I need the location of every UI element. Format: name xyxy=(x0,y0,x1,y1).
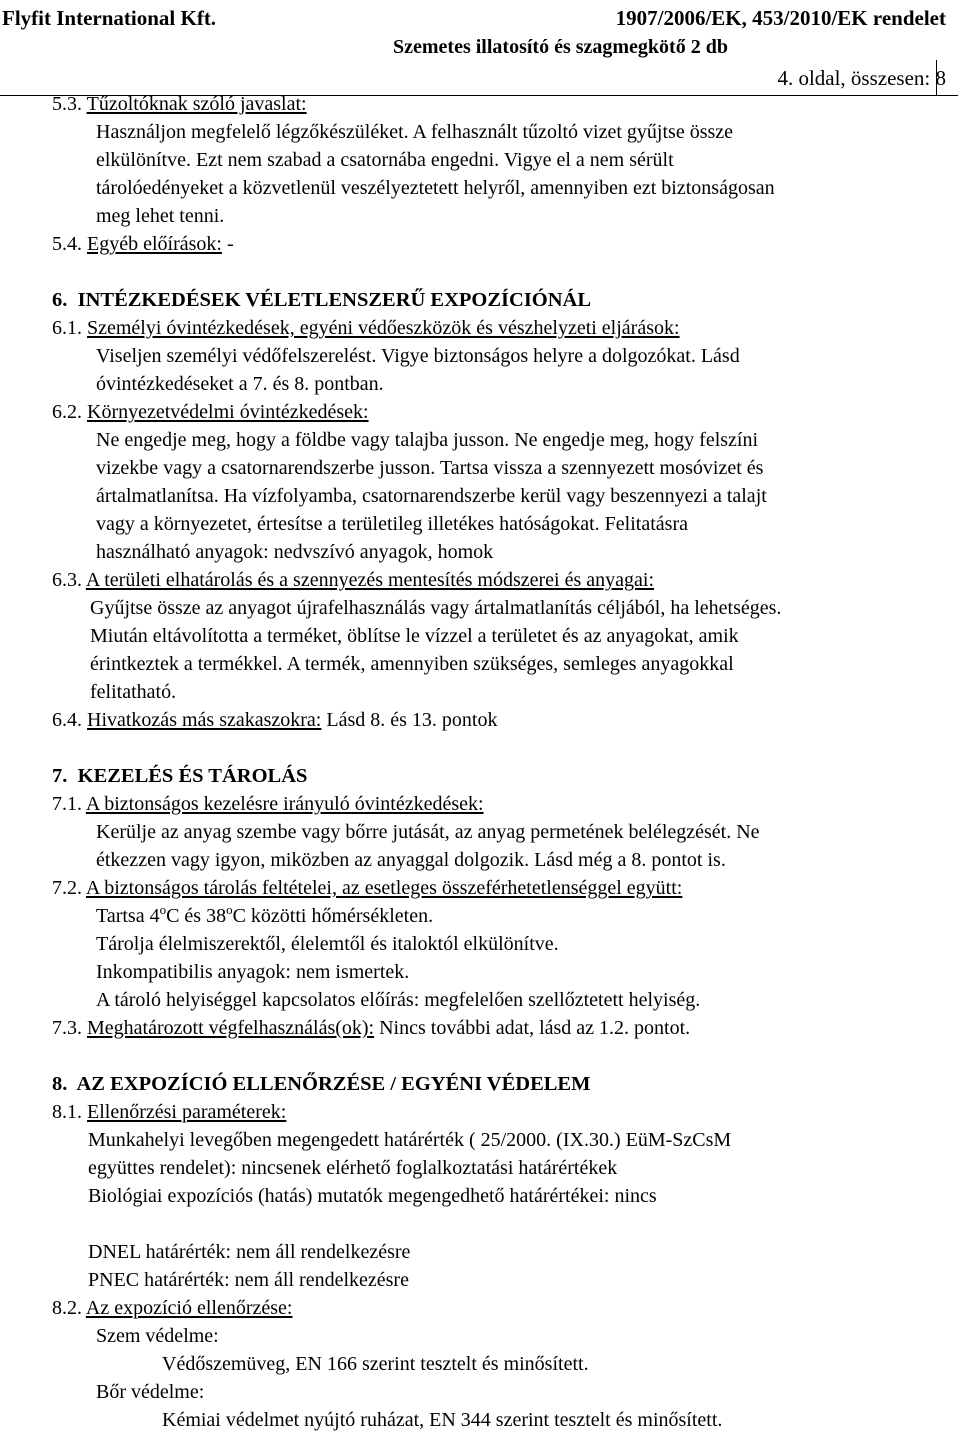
section-6-2-line: Ne engedje meg, hogy a földbe vagy talajba jusson. Ne engedje meg, hogy felszíni xyxy=(96,429,759,451)
section-8-title: AZ EXPOZÍCIÓ ELLENŐRZÉSE / EGYÉNI VÉDELEM xyxy=(76,1073,591,1095)
section-5-4-value: - xyxy=(221,233,234,255)
section-7-2-line: Inkompatibilis anyagok: nem ismertek. xyxy=(96,961,410,983)
section-6-2-heading: 6.2. Környezetvédelmi óvintézkedések: xyxy=(52,401,369,423)
section-6-1-line: Viseljen személyi védőfelszerelést. Vigye biztonságos helyre a dolgozókat. Lásd xyxy=(96,345,740,367)
section-8-1-heading: 8.1. Ellenőrzési paraméterek: xyxy=(52,1101,287,1123)
section-5-3-heading: 5.3. Tűzoltóknak szóló javaslat: xyxy=(52,93,307,115)
section-5-3-line: Használjon megfelelő légzőkészüléket. A felhasznált tűzoltó vizet gyűjtse össze xyxy=(96,121,734,143)
section-5-3-line: tárolóedényeket a közvetlenül veszélyeztetett helyről, amennyiben ezt biztonságosan xyxy=(96,177,775,199)
section-8-2-title: Az expozíció ellenőrzése: xyxy=(85,1297,293,1319)
skin-protection-label: Bőr védelme: xyxy=(96,1381,205,1403)
section-5-4-heading: 5.4. Egyéb előírások: - xyxy=(52,233,234,255)
section-7-1-heading: 7.1. A biztonságos kezelésre irányuló óvintézkedések: xyxy=(52,793,484,815)
section-7-1-title: A biztonságos kezelésre irányuló óvintézkedések: xyxy=(85,793,484,815)
section-5-4-title: Egyéb előírások: xyxy=(87,233,222,255)
section-6-1-title: Személyi óvintézkedések, egyéni védőeszközök és vészhelyzeti eljárások: xyxy=(87,317,680,339)
section-8-2-heading: 8.2. Az expozíció ellenőrzése: xyxy=(52,1297,293,1319)
section-7-3-title: Meghatározott végfelhasználás(ok): xyxy=(87,1017,375,1039)
section-7-2-heading: 7.2. A biztonságos tárolás feltételei, az esetleges összeférhetetlenséggel együtt: xyxy=(52,877,683,899)
header-divider-vertical xyxy=(936,60,937,96)
section-8-1-line: Biológiai expozíciós (hatás) mutatók megengedhető határértékei: nincs xyxy=(88,1185,657,1207)
section-6-2-line: ártalmatlanítsa. Ha vízfolyamba, csatornarendszerbe kerül vagy beszennyezi a talajt xyxy=(96,485,767,507)
section-8-heading: 8. AZ EXPOZÍCIÓ ELLENŐRZÉSE / EGYÉNI VÉDELEM xyxy=(52,1073,591,1095)
company-name: Flyfit International Kft. xyxy=(2,6,217,30)
section-7-2-title: A biztonságos tárolás feltételei, az esetleges összeférhetetlenséggel együtt: xyxy=(85,877,683,899)
dnel-value: DNEL határérték: nem áll rendelkezésre xyxy=(88,1241,411,1263)
section-7-title: KEZELÉS ÉS TÁROLÁS xyxy=(77,765,308,787)
section-6-title: INTÉZKEDÉSEK VÉLETLENSZERŰ EXPOZÍCIÓNÁL xyxy=(77,289,592,311)
section-6-2-line: használható anyagok: nedvszívó anyagok, homok xyxy=(96,541,494,563)
section-6-2-line: vagy a környezetet, értesítse a területileg illetékes hatóságokat. Felitatásra xyxy=(96,513,688,535)
section-7-2-line: Tárolja élelmiszerektől, élelemtől és italoktól elkülönítve. xyxy=(96,933,559,955)
section-6-3-line: érintkeztek a termékkel. A termék, amennyiben szükséges, semleges anyagokkal xyxy=(90,653,734,675)
section-8-1-line: együttes rendelet): nincsenek elérhető foglalkoztatási határértékek xyxy=(88,1157,618,1179)
section-6-1-heading: 6.1. Személyi óvintézkedések, egyéni védőeszközök és vészhelyzeti eljárások: xyxy=(52,317,680,339)
section-8-1-title: Ellenőrzési paraméterek: xyxy=(87,1101,287,1123)
section-5-3-line: elkülönítve. Ezt nem szabad a csatornába engedni. Vigye el a nem sérült xyxy=(96,149,674,171)
section-6-4-heading: 6.4. Hivatkozás más szakaszokra: Lásd 8. és 13. pontok xyxy=(52,709,498,731)
section-7-1-line: Kerülje az anyag szembe vagy bőrre jutását, az anyag permetének belélegzését. Ne xyxy=(96,821,760,843)
section-6-1-line: óvintézkedéseket a 7. és 8. pontban. xyxy=(96,373,384,395)
skin-protection-value: Kémiai védelmet nyújtó ruházat, EN 344 szerint tesztelt és minősített. xyxy=(162,1409,723,1431)
section-6-3-title: A területi elhatárolás és a szennyezés mentesítés módszerei és anyagai: xyxy=(85,569,655,591)
section-7-2-line: A tároló helyiséggel kapcsolatos előírás: megfelelően szellőztetett helyiség. xyxy=(96,989,701,1011)
degree-symbol: o xyxy=(159,902,167,917)
section-7-3-value: Nincs további adat, lásd az 1.2. pontot. xyxy=(374,1017,691,1039)
section-6-3-line: Gyűjtse össze az anyagot újrafelhasználás vagy ártalmatlanítás céljából, ha lehetséges. xyxy=(90,597,782,619)
section-6-2-line: vizekbe vagy a csatornarendszerbe jusson. Tartsa vissza a szennyezett mosóvizet és xyxy=(96,457,764,479)
eye-protection-value: Védőszemüveg, EN 166 szerint tesztelt és minősített. xyxy=(162,1353,589,1375)
storage-temperature: Tartsa 4$^o$C és 38$^o$C közötti hőmérsékleten. xyxy=(96,902,434,927)
section-5-3-title: Tűzoltóknak szóló javaslat: xyxy=(86,93,307,115)
pnec-value: PNEC határérték: nem áll rendelkezésre xyxy=(88,1269,409,1291)
section-6-3-line: felitatható. xyxy=(90,681,177,703)
product-name: Szemetes illatosító és szagmegkötő 2 db xyxy=(393,36,728,58)
degree-symbol: o xyxy=(226,902,233,917)
section-7-3-heading: 7.3. Meghatározott végfelhasználás(ok): Nincs további adat, lásd az 1.2. pontot. xyxy=(52,1017,691,1039)
section-7-heading: 7. KEZELÉS ÉS TÁROLÁS xyxy=(52,765,308,787)
section-6-4-title: Hivatkozás más szakaszokra: xyxy=(87,709,322,731)
section-7-1-line: étkezzen vagy igyon, miközben az anyaggal dolgozik. Lásd még a 8. pontot is. xyxy=(96,849,726,871)
section-6-2-title: Környezetvédelmi óvintézkedések: xyxy=(87,401,369,423)
section-6-4-value: Lásd 8. és 13. pontok xyxy=(321,709,498,731)
section-6-3-line: Miután eltávolította a terméket, öblítse le vízzel a területet és az anyagokat, amik xyxy=(90,625,739,647)
section-6-heading: 6. INTÉZKEDÉSEK VÉLETLENSZERŰ EXPOZÍCIÓNÁL xyxy=(52,289,592,311)
regulation-reference: 1907/2006/EK, 453/2010/EK rendelet xyxy=(615,6,946,30)
section-6-3-heading: 6.3. A területi elhatárolás és a szennyezés mentesítés módszerei és anyagai: xyxy=(52,569,655,591)
section-8-1-line: Munkahelyi levegőben megengedett határérték ( 25/2000. (IX.30.) EüM-SzCsM xyxy=(88,1129,732,1151)
page-header xyxy=(0,0,960,96)
section-5-3-line: meg lehet tenni. xyxy=(96,205,225,227)
eye-protection-label: Szem védelme: xyxy=(96,1325,219,1347)
page-number: 4. oldal, összesen: 8 xyxy=(777,66,946,90)
